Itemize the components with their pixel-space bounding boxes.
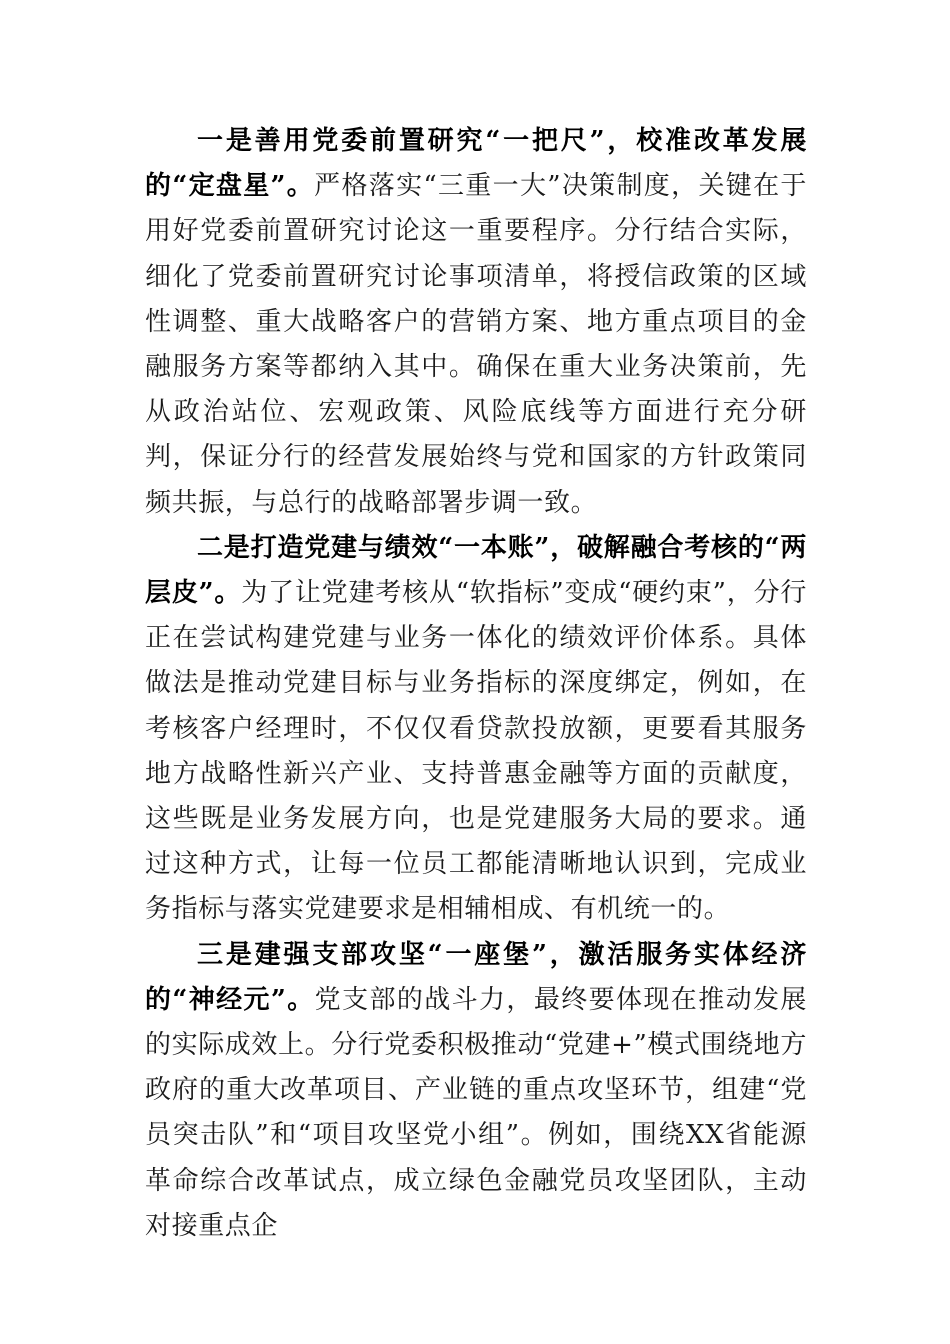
paragraph-3 <box>145 933 807 1249</box>
paragraph-3-lead: 三是建强支部攻坚“一座堡”，激活服务实体经济的“神经元”。 <box>145 939 807 1015</box>
paragraph-2 <box>145 526 807 933</box>
paragraph-3-body: 党支部的战斗力，最终要体现在推动发展的实际成效上。分行党委积极推动“党建+”模式围绕地方政府的重大改革项目、产业链的重点攻坚环节，组建“党员突击队”和“项目攻坚党小组”。例如，围绕XX省能源革命综合改革试点，成立绿色金融党员攻坚团队，主动对接重点企 <box>145 984 807 1241</box>
paragraph-2-lead: 二是打造党建与绩效“一本账”，破解融合考核的“两层皮”。 <box>145 532 807 609</box>
paragraph-2-body: 为了让党建考核从“软指标”变成“硬约束”，分行正在尝试构建党建与业务一体化的绩效评价体系。具体做法是推动党建目标与业务指标的深度绑定，例如，在考核客户经理时，不仅仅看贷款投放额，更要看其服务地方战略性新兴产业、支持普惠金融等方面的贡献度，这些既是业务发展方向，也是党建服务大局的要求。通过这种方式，让每一位员工都能清晰地认识到，完成业务指标与落实党建要求是相辅相成、有机统一的。 <box>145 578 808 925</box>
paragraph-1-body: 严格落实“三重一大”决策制度，关键在于用好党委前置研究讨论这一重要程序。分行结合实际，细化了党委前置研究讨论事项清单，将授信政策的区域性调整、重大战略客户的营销方案、地方重点项目的金融服务方案等都纳入其中。确保在重大业务决策前，先从政治站位、宏观政策、风险底线等方面进行充分研判，保证分行的经营发展始终与党和国家的方针政策同频共振，与总行的战略部署步调一致。 <box>145 171 807 518</box>
paragraph-1-lead: 一是善用党委前置研究“一把尺”，校准改革发展的“定盘星”。 <box>145 126 807 202</box>
document-page <box>145 119 807 1249</box>
paragraph-1 <box>145 119 807 526</box>
